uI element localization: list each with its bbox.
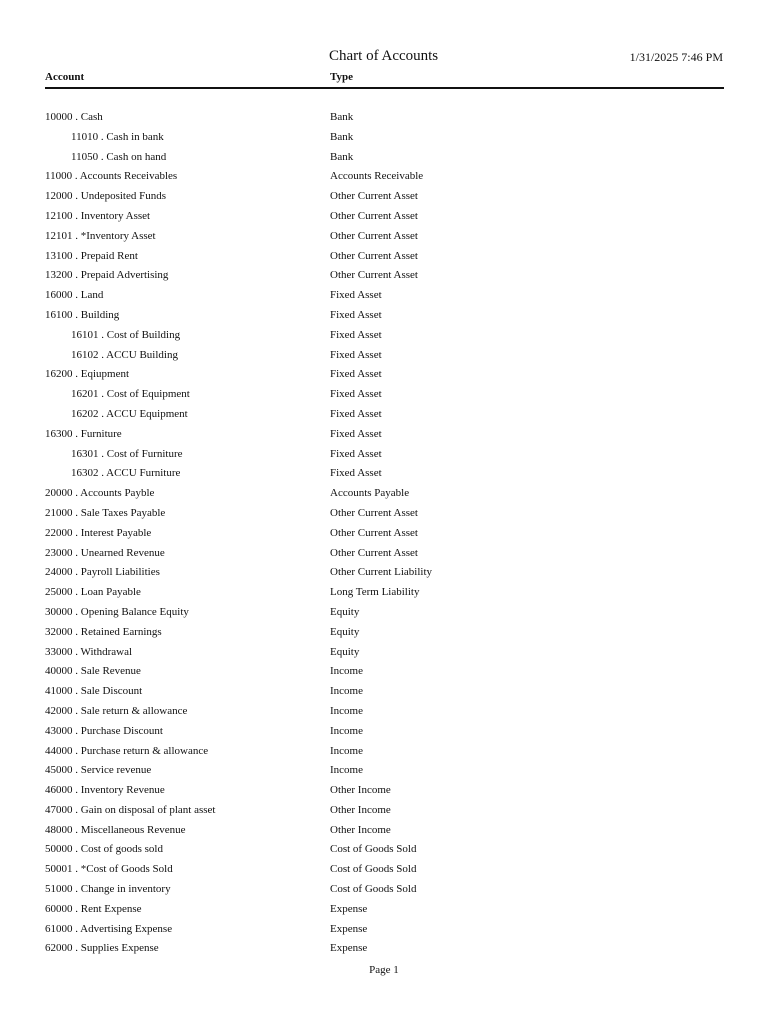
account-name: 48000 . Miscellaneous Revenue (45, 823, 186, 836)
account-name: 24000 . Payroll Liabilities (45, 566, 160, 579)
account-type: Fixed Asset (330, 427, 382, 440)
account-name: 11010 . Cash in bank (71, 130, 164, 143)
table-row (0, 464, 768, 484)
account-type: Fixed Asset (330, 348, 382, 361)
account-name: 11050 . Cash on hand (71, 150, 167, 163)
account-type: Other Income (330, 823, 391, 836)
table-row (0, 266, 768, 286)
account-name: 50001 . *Cost of Goods Sold (45, 863, 173, 876)
account-type: Fixed Asset (330, 447, 382, 460)
account-name: 42000 . Sale return & allowance (45, 704, 188, 717)
table-row (0, 445, 768, 465)
table-row (0, 563, 768, 583)
account-name: 16102 . ACCU Building (71, 348, 178, 361)
account-type: Expense (330, 902, 368, 915)
account-type: Expense (330, 942, 368, 955)
account-type: Fixed Asset (330, 407, 382, 420)
table-row (0, 900, 768, 920)
column-header-account: Account (45, 71, 85, 83)
account-name: 16201 . Cost of Equipment (71, 388, 190, 401)
account-type: Fixed Asset (330, 467, 382, 480)
account-type: Bank (330, 150, 354, 163)
account-type: Accounts Payable (330, 487, 410, 500)
account-name: 61000 . Advertising Expense (45, 922, 173, 935)
table-row (0, 662, 768, 682)
table-row (0, 425, 768, 445)
account-type: Income (330, 685, 363, 698)
account-name: 12000 . Undeposited Funds (45, 190, 166, 203)
table-row (0, 405, 768, 425)
account-name: 60000 . Rent Expense (45, 902, 142, 915)
table-row (0, 801, 768, 821)
account-name: 22000 . Interest Payable (45, 526, 152, 539)
account-type: Fixed Asset (330, 289, 382, 302)
column-header-type: Type (330, 71, 354, 83)
table-row (0, 781, 768, 801)
account-type: Other Current Asset (330, 229, 418, 242)
account-name: 10000 . Cash (45, 111, 103, 123)
table-row (0, 346, 768, 366)
account-type: Expense (330, 922, 368, 935)
account-name: 33000 . Withdrawal (45, 645, 133, 658)
account-type: Other Current Asset (330, 209, 418, 222)
account-name: 16100 . Building (45, 308, 120, 321)
account-name: 47000 . Gain on disposal of plant asset (45, 803, 216, 816)
account-type: Income (330, 744, 363, 757)
table-row (0, 326, 768, 346)
account-name: 44000 . Purchase return & allowance (45, 744, 209, 757)
account-name: 11000 . Accounts Receivables (45, 170, 178, 183)
account-name: 16200 . Eqiupment (45, 368, 130, 381)
table-row (0, 504, 768, 524)
table-row (0, 742, 768, 762)
table-row (0, 702, 768, 722)
account-type: Equity (330, 605, 360, 618)
account-type: Long Term Liability (330, 586, 420, 599)
account-type: Fixed Asset (330, 388, 382, 401)
account-name: 16101 . Cost of Building (71, 328, 181, 341)
account-name: 13100 . Prepaid Rent (45, 249, 138, 262)
table-row (0, 761, 768, 781)
table-row (0, 544, 768, 564)
table-row (0, 920, 768, 940)
table-row (0, 682, 768, 702)
account-type: Other Current Asset (330, 546, 418, 559)
report-title: Chart of Accounts (329, 48, 439, 64)
account-name: 41000 . Sale Discount (45, 685, 143, 698)
account-name: 16300 . Furniture (45, 427, 122, 440)
table-row (0, 821, 768, 841)
account-name: 16301 . Cost of Furniture (71, 447, 183, 460)
report-datetime: 1/31/2025 7:46 PM (629, 50, 723, 64)
table-row (0, 643, 768, 663)
table-row (0, 524, 768, 544)
account-type: Fixed Asset (330, 368, 382, 381)
table-row (0, 148, 768, 168)
table-row (0, 365, 768, 385)
account-name: 51000 . Change in inventory (45, 883, 171, 896)
table-row (0, 247, 768, 267)
table-row (0, 108, 768, 128)
account-type: Other Current Asset (330, 190, 418, 203)
account-name: 50000 . Cost of goods sold (45, 843, 163, 856)
account-type: Income (330, 724, 363, 737)
account-type: Other Current Asset (330, 249, 418, 262)
table-row (0, 207, 768, 227)
account-name: 32000 . Retained Earnings (45, 625, 162, 638)
account-type: Bank (330, 111, 354, 123)
table-row (0, 187, 768, 207)
account-name: 13200 . Prepaid Advertising (45, 269, 169, 282)
table-row (0, 583, 768, 603)
account-type: Fixed Asset (330, 308, 382, 321)
account-name: 43000 . Purchase Discount (45, 724, 163, 737)
accounts-table (0, 108, 768, 959)
account-type: Other Current Asset (330, 269, 418, 282)
account-type: Income (330, 704, 363, 717)
account-name: 40000 . Sale Revenue (45, 665, 141, 678)
account-type: Other Income (330, 803, 391, 816)
table-row (0, 722, 768, 742)
account-type: Income (330, 665, 363, 678)
table-row (0, 227, 768, 247)
table-row (0, 860, 768, 880)
account-name: 16302 . ACCU Furniture (71, 467, 181, 480)
header-divider (45, 87, 724, 89)
table-row (0, 939, 768, 959)
table-row (0, 880, 768, 900)
account-type: Cost of Goods Sold (330, 843, 417, 856)
account-type: Equity (330, 645, 360, 658)
account-name: 23000 . Unearned Revenue (45, 546, 165, 559)
account-type: Cost of Goods Sold (330, 863, 417, 876)
account-type: Cost of Goods Sold (330, 883, 417, 896)
table-row (0, 306, 768, 326)
account-name: 25000 . Loan Payable (45, 586, 141, 599)
account-type: Other Current Liability (330, 566, 433, 579)
account-name: 16202 . ACCU Equipment (71, 407, 188, 420)
account-type: Bank (330, 130, 354, 143)
account-name: 45000 . Service revenue (45, 764, 152, 777)
table-row (0, 623, 768, 643)
account-type: Accounts Receivable (330, 170, 424, 183)
table-row (0, 484, 768, 504)
account-name: 20000 . Accounts Payble (45, 487, 155, 500)
account-type: Other Income (330, 784, 391, 797)
account-name: 21000 . Sale Taxes Payable (45, 506, 166, 519)
page-number: Page 1 (369, 964, 399, 976)
account-type: Fixed Asset (330, 328, 382, 341)
account-type: Other Current Asset (330, 526, 418, 539)
account-type: Equity (330, 625, 360, 638)
account-name: 62000 . Supplies Expense (45, 942, 159, 955)
table-row (0, 385, 768, 405)
account-type: Other Current Asset (330, 506, 418, 519)
account-name: 46000 . Inventory Revenue (45, 784, 165, 797)
table-row (0, 840, 768, 860)
table-row (0, 603, 768, 623)
table-row (0, 128, 768, 148)
account-name: 16000 . Land (45, 289, 104, 302)
table-row (0, 167, 768, 187)
account-type: Income (330, 764, 363, 777)
account-name: 12101 . *Inventory Asset (45, 229, 156, 242)
table-row (0, 286, 768, 306)
account-name: 30000 . Opening Balance Equity (45, 605, 189, 618)
account-name: 12100 . Inventory Asset (45, 209, 151, 222)
